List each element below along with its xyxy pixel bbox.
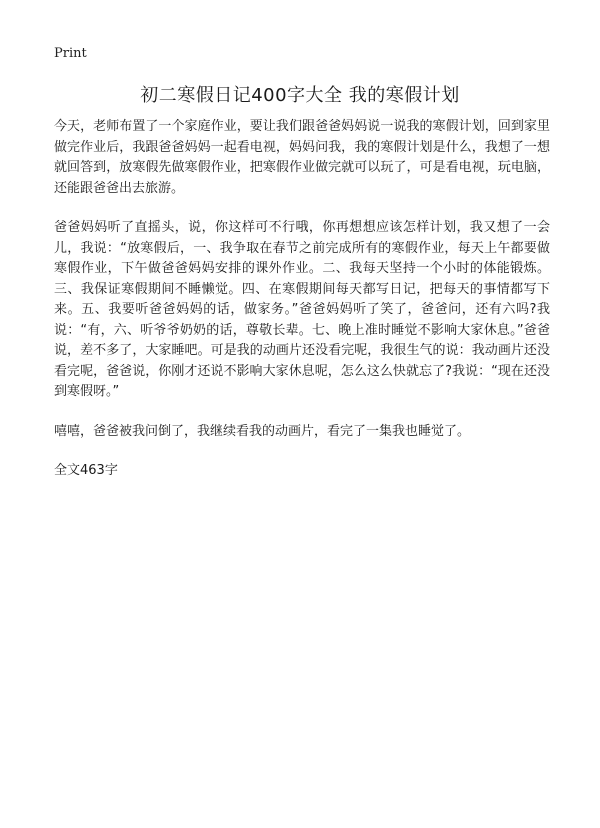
paragraph-2: 爸爸妈妈听了直摇头，说，你这样可不行哦，你再想想应该怎样计划，我又想了一会儿，我说：“放寒假后，一、我争取在春节之前完成所有的寒假作业，每天上午都要做寒假作业，下午做爸爸妈妈安排的课外作业。二、我每天坚持一个小时的体能锻炼。三、我保证寒假期间不睡懒觉。四、在寒假期间每天都写日记，把每天的事情都写下来。五、我要听爸爸妈妈的话，做家务。”爸爸妈妈听了笑了，爸爸问，还有六吗?我说：“有，六、听爷爷奶奶的话，尊敬长辈。七、晚上准时睡觉不影响大家休息。”爸爸说，差不多了，大家睡吧。可是我的动画片还没看完呢，我很生气的说：我动画片还没看完呢，爸爸说，你刚才还说不影响大家休息呢，怎么这么快就忘了?我说：“现在还没到寒假呀。” (54, 220, 550, 399)
word-count: 全文463字 (54, 463, 118, 478)
article-title: 初二寒假日记400字大全 我的寒假计划 (140, 85, 460, 106)
paragraph-3: 嘻嘻，爸爸被我问倒了，我继续看我的动画片，看完了一集我也睡觉了。 (54, 423, 471, 439)
paragraph-1: 今天，老师布置了一个家庭作业，要让我们跟爸爸妈妈说一说我的寒假计划，回到家里做完作业后，我跟爸爸妈妈一起看电视，妈妈问我，我的寒假计划是什么，我想了一想就回答到，放寒假先做寒假作业，把寒假作业做完就可以玩了，可是看电视，玩电脑，还能跟爸爸出去旅游。 (54, 119, 550, 196)
article-body (54, 117, 550, 482)
print-link[interactable]: Print (54, 46, 87, 61)
